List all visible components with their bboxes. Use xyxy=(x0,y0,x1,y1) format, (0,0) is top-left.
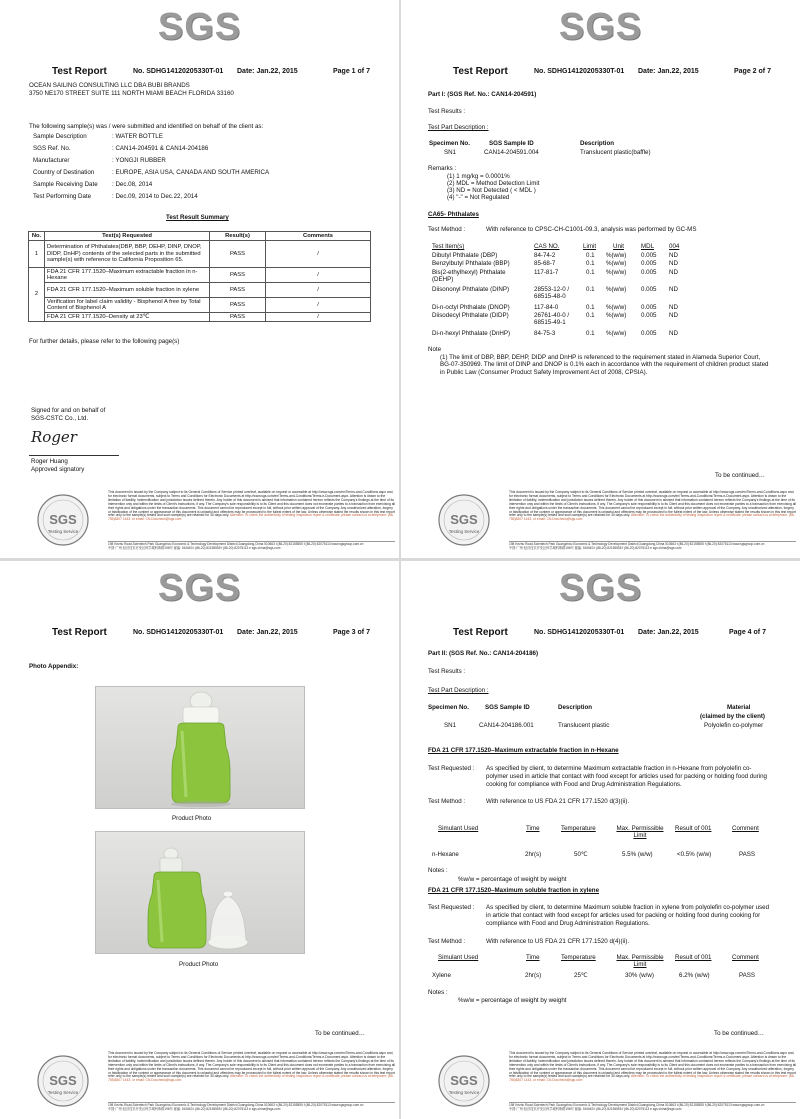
page-number: Page 2 of 7 xyxy=(734,68,771,75)
col-header: Specimen No. xyxy=(429,140,470,147)
col-header: Limit xyxy=(583,243,597,250)
remark-item: (4) "-" = Not Regulated xyxy=(447,194,510,201)
field-value: : EUROPE, ASIA USA, CANADA AND SOUTH AMERICA xyxy=(112,169,270,176)
table-row: 2 FDA 21 CFR 177.1520–Maximum extractable fraction in n-Hexane PASS / xyxy=(29,268,371,283)
report-number: No. SDHG14120205330T-01 xyxy=(133,629,224,636)
section-title: FDA 21 CFR 177.1520–Maximum soluble fraction in xylene xyxy=(428,887,600,894)
field-label: Test Performing Date xyxy=(33,193,92,200)
signatory-title: Approved signatory xyxy=(31,466,85,473)
photo-caption: Product Photo xyxy=(179,961,219,968)
test-part-desc: Test Part Description : xyxy=(428,687,489,694)
badge-logo: SGS xyxy=(450,1073,478,1088)
col-header: Test Item(s) xyxy=(432,243,465,250)
sgs-logo: SGS xyxy=(157,6,242,48)
remark-item: (3) ND = Not Detected ( < MDL ) xyxy=(447,187,536,194)
sgs-badge xyxy=(429,491,499,553)
field-value: : CAN14-204591 & CAN14-204186 xyxy=(112,145,209,152)
footer-address-cn: 中国·广州·经济技术开发区科学城科珠路198号 邮编: 510663 t (86-20) 82155555 f (86-20) 82075113 e sgs.china@sgs.com xyxy=(108,546,281,550)
col-header: Material xyxy=(727,704,751,711)
col-header: Specimen No. xyxy=(428,704,469,711)
material: Polyolefin co-polymer xyxy=(704,722,764,729)
col-header: Comments xyxy=(266,232,371,241)
photo-appendix-title: Photo Appendix: xyxy=(29,663,79,670)
report-title: Test Report xyxy=(453,66,508,77)
col-header: No. xyxy=(29,232,45,241)
footer-address: 198 Kezhu Road,Scientech Park Guangzhou Economic & Technology Development District,Guangdong,China 510663 t (86-20) 82155555 f (86-20) 82075113 www.sgsgroup.com.cn xyxy=(509,542,765,546)
col-header: Result(s) xyxy=(210,232,266,241)
col-header-sub: (claimed by the client) xyxy=(700,713,765,720)
field-value: : Dec.08, 2014 xyxy=(112,181,153,188)
remarks-label: Remarks : xyxy=(428,165,457,172)
signatory-name: Roger Huang xyxy=(31,458,68,465)
section-title: FDA 21 CFR 177.1520–Maximum extractable fraction in n-Hexane xyxy=(428,747,619,754)
col-header: MDL xyxy=(641,243,655,250)
signature-line xyxy=(29,455,119,456)
signed-for: Signed for and on behalf of xyxy=(31,407,106,414)
summary-title: Test Result Summary xyxy=(166,214,229,221)
field-label: Manufacturer xyxy=(33,157,70,164)
sgs-logo: SGS xyxy=(558,567,643,609)
sgs-badge xyxy=(28,491,98,553)
page-1 xyxy=(0,0,399,558)
remark-item: (1) 1 mg/kg = 0.0001% xyxy=(447,173,510,180)
footer-address: 198 Kezhu Road,Scientech Park Guangzhou Economic & Technology Development District,Guangdong,China 510663 t (86-20) 82155555 f (86-20) 82075113 www.sgsgroup.com.cn xyxy=(108,1103,364,1107)
page-3 xyxy=(0,561,399,1119)
remark-item: (2) MDL = Method Detection Limit xyxy=(447,180,540,187)
specimen-no: SN1 xyxy=(444,149,457,156)
footer-address-cn: 中国·广州·经济技术开发区科学城科珠路198号 邮编: 510663 t (86-20) 82155555 f (86-20) 82075113 e sgs.china@sgs.com xyxy=(108,1107,281,1111)
badge-logo: SGS xyxy=(49,1073,77,1088)
field-label: Sample Receiving Date xyxy=(33,181,98,188)
report-date: Date: Jan.22, 2015 xyxy=(237,68,298,75)
description: Translucent plastic(baffle) xyxy=(580,149,651,156)
field-value: : Dec.09, 2014 to Dec.22, 2014 xyxy=(112,193,198,200)
section-title: CA65- Phthalates xyxy=(428,211,479,218)
further-details: For further details, please refer to the following page(s) xyxy=(29,338,180,345)
field-value: : WATER BOTTLE xyxy=(112,133,163,140)
sgs-badge xyxy=(429,1052,499,1114)
badge-sub: Testing Service xyxy=(47,1090,79,1095)
client-address: 3750 NE170 STREET SUITE 111 NORTH MIAMI BEACH FLORIDA 33160 xyxy=(29,90,234,97)
requested-text: As specified by client, to determine Maximum soluble fraction in xylene from polyolefin co-polymer used in article that contact with food except for articles used for packing or holding food during cooking for compliance with Food and Drug Administration Regulations. xyxy=(486,904,770,927)
table-row: 1 Determination of Phthalates(DBP, BBP, DEHP, DINP, DNOP, DIDP, DnHP) contents of the selected parts in the submitted sample(s) with reference to California Proposition 65. PASS / xyxy=(29,241,371,268)
description: Translucent plastic xyxy=(558,722,610,729)
product-photo-1 xyxy=(95,686,305,809)
badge-sub: Testing Service xyxy=(448,529,480,534)
table-row: Verification for label claim validity - Bisphenol A free by Total Content of Bisphenol A PASS / xyxy=(29,298,371,313)
footer-address: 198 Kezhu Road,Scientech Park Guangzhou Economic & Technology Development District,Guangdong,China 510663 t (86-20) 82155555 f (86-20) 82075113 www.sgsgroup.com.cn xyxy=(108,542,364,546)
field-value: : YONGJI RUBBER xyxy=(112,157,166,164)
test-results-label: Test Results : xyxy=(428,108,466,115)
col-header: Unit xyxy=(613,243,625,250)
requested-text: As specified by client, to determine Maximum extractable fraction in n-Hexane from polyolefin co-polymer used in article that contact with food except for articles used for packing or holding food during cooking for compliance with Food and Drug Administration Regulations. xyxy=(486,765,767,788)
note-text: (1) The limit of DBP, BBP, DEHP, DIDP and DnHP is referenced to the requirement stated in Alameda Superior Court, BG-07-350969. The limit of DINP and DNOP is 0.1% each in accordance with the requirement of children product stated in Public Law (Consumer Product Safety Improvement Act of 2008, CPSIA). xyxy=(440,354,769,376)
footer-disclaimer: This document is issued by the Company subject to its General Conditions of Service printed overleaf, available on request or accessible at http://www.sgs.com/en/Terms-and-Conditions.aspx and, for electronic format documents, subject to Terms and Conditions for Electronic Documents at http://www.sgs.com/en/Terms-and-Conditions/Terms-e-Document.aspx. Attention is drawn to the limitation of liability, indemnification and jurisdiction issues defined therein. Any holder of this document is advised that information contained hereon reflects the Company's findings at the time of its intervention only and within the limits of Client's instructions, if any. The Company's sole responsibility is to its Client and this document does not exonerate parties to a transaction from exercising all their rights and obligations under the transaction documents. This document cannot be reproduced except in full, without prior written approval of the Company. Any unauthorized alteration, forgery or falsification of the content or appearance of this document is unlawful and offenders may be prosecuted to the fullest extent of the law. Unless otherwise stated the results shown in this test report refer only to the sample(s) tested and such sample(s) are retained for 30 days only. Attention: To check the authenticity of testing /inspection report & certificate, please contact us at telephone: (86-755)8307 1443, or email: CN.Doccheck@sgs.com xyxy=(108,1051,396,1083)
report-number: No. SDHG14120205330T-01 xyxy=(133,68,224,75)
report-title: Test Report xyxy=(52,66,107,77)
field-label: Country of Destination xyxy=(33,169,95,176)
report-date: Date: Jan.22, 2015 xyxy=(638,68,699,75)
client-name: OCEAN SAILING CONSULTING LLC DBA BUBI BRANDS xyxy=(29,82,190,89)
footer-address-cn: 中国·广州·经济技术开发区科学城科珠路198号 邮编: 510663 t (86-20) 82155555 f (86-20) 82075113 e sgs.china@sgs.com xyxy=(509,1107,682,1111)
badge-logo: SGS xyxy=(49,512,77,527)
page-number: Page 3 of 7 xyxy=(333,629,370,636)
col-header: CAS NO. xyxy=(534,243,560,250)
method-text: With reference to US FDA 21 CFR 177.1520 d(3)(ii). xyxy=(486,798,630,805)
report-number: No. SDHG14120205330T-01 xyxy=(534,68,625,75)
notes-label: Notes : xyxy=(428,867,448,874)
footer-address: 198 Kezhu Road,Scientech Park Guangzhou Economic & Technology Development District,Guangdong,China 510663 t (86-20) 82155555 f (86-20) 82075113 www.sgsgroup.com.cn xyxy=(509,1103,765,1107)
badge-logo: SGS xyxy=(450,512,478,527)
col-header: Description xyxy=(580,140,615,147)
summary-table xyxy=(28,231,371,322)
page-2: SGS Test Report No. SDHG14120205330T-01 Date: Jan.22, 2015 Page 2 of 7 Part I: (SGS Ref. No.: CAN14-204591) Test Results : Test Part Description : Specimen No. SGS Sample ID Description SN1 CAN14-204591.004 Translucent plastic(baffle) Remarks : (1) 1 mg/kg = 0.0001% (2) MDL = Method Detection Limit (3) ND = Not Detected ( < MDL ) (4) "-" = Not Regulated CA65- Phthalates Test Method : With reference to CPSC-CH-C1001-09.3, analysis was performed by GC-MS Test Item(s) CAS NO. Limit Unit MDL 004 Dibutyl Phthalate (DBP) 84-74-2 0.1 %(w/w) 0.005 ND Benzylbutyl Phthalate (BBP) 85-68-7 0.1 %(w/w) 0.005 ND Bis(2-ethylhexyl) Phthalate (DEHP) 117-81-7 0.1 %(w/w) 0.005 ND Diisononyl Phthalate (DINP) 28553-12-0 / 68515-48-0 0.1 %(w/w) 0.005 ND Di-n-octyl Phthalate (DNOP) 117-84-0 0.1 %(w/w) 0.005 ND Diisodecyl Phthalate (DIDP) 26761-40-0 / 68515-49-1 0.1 %(w/w) 0.005 ND Di-n-hexyl Phthalate (DnHP) 84-75-3 0.1 %(w/w) 0.005 ND Note (1) The limit of DBP, BBP, DEHP, DIDP and DnHP is referenced to the requirement stated in Alameda Superior Court, BG-07-350969. The limit of DINP and DNOP is 0.1% each in accordance with the requirement of children product stated in Public Law (Consumer Product Safety Improvement Act of 2008, CPSIA). To be continued… SGS Testing Service This document is issued by the Company subject to its General Conditions of Service printed overleaf, available on request or accessible at http://www.sgs.com/en/Terms-and-Conditions.aspx and, for electronic format documents, subject to Terms and Conditions for Electronic Documents at http://www.sgs.com/en/Terms-and-Conditions/Terms-e-Document.aspx. Attention is drawn to the limitation of liability, indemnification and jurisdiction issues defined therein. Any holder of this document is advised that information contained hereon reflects the Company's findings at the time of its intervention only and within the limits of Client's instructions, if any. The Company's sole responsibility is to its Client and this document does not exonerate parties to a transaction from exercising all their rights and obligations under the transaction documents. This document cannot be reproduced except in full, without prior written approval of the Company. Any unauthorized alteration, forgery or falsification of the content or appearance of this document is unlawful and offenders may be prosecuted to the fullest extent of the law. Unless otherwise stated the results shown in this test report refer only to the sample(s) tested and such sample(s) are retained for 30 days only. Attention: To check the authenticity of testing /inspection report & certificate, please contact us at telephone: (86-755)8307 1443, or email: CN.Doccheck@sgs.com 198 Kezhu Road,Scientech Park Guangzhou Economic & Technology Development District,Guangdong,China 510663 t (86-20) 82155555 f (86-20) 82075113 www.sgsgroup.com.cn 中国·广州·经济技术开发区科学城科珠路198号 邮编: 510663 t (86-20) 82155555 f (86-20) 82075113 e sgs.china@sgs.com xyxy=(401,0,800,558)
report-date: Date: Jan.22, 2015 xyxy=(638,629,699,636)
photo-caption: Product Photo xyxy=(172,815,212,822)
table-row: FDA 21 CFR 177.1520–Density at 23℃ PASS / xyxy=(29,313,371,322)
specimen-no: SN1 xyxy=(444,722,457,729)
col-header: SGS Sample ID xyxy=(485,704,530,711)
page-header xyxy=(401,68,800,82)
note-label: Note xyxy=(428,346,442,353)
sgs-badge xyxy=(28,1052,98,1114)
page-header xyxy=(0,629,399,643)
notes-text: %w/w = percentage of weight by weight xyxy=(458,876,567,883)
part-title: Part I: (SGS Ref. No.: CAN14-204591) xyxy=(428,91,537,98)
report-number: No. SDHG14120205330T-01 xyxy=(534,629,625,636)
page-header xyxy=(401,629,800,643)
field-label: SGS Ref. No. xyxy=(33,145,71,152)
report-title: Test Report xyxy=(453,627,508,638)
badge-sub: Testing Service xyxy=(47,529,79,534)
page-4: SGS Test Report No. SDHG14120205330T-01 Date: Jan.22, 2015 Page 4 of 7 Part II: (SGS Ref. No.: CAN14-204186) Test Results : Test Part Description : Specimen No. SGS Sample ID Description Material (claimed by the client) SN1 CAN14-204186.001 Translucent plastic Polyolefin co-polymer FDA 21 CFR 177.1520–Maximum extractable fraction in n-Hexane Test Requested : As specified by client, to determine Maximum extractable fraction in n-Hexane from polyolefin co-polymer used in article that contact with food except for articles used for packing or holding food during cooking for compliance with Food and Drug Administration Regulations. Test Method : With reference to US FDA 21 CFR 177.1520 d(3)(ii). Simulant Used Time Temperature Max. Permissible Limit Result of 001 Comment n-Hexane 2hr(s) 50℃ 5.5% (w/w) <0.5% (w/w) PASS Notes : %w/w = percentage of weight by weight FDA 21 CFR 177.1520–Maximum soluble fraction in xylene Test Requested : As specified by client, to determine Maximum soluble fraction in xylene from polyolefin co-polymer used in article that contact with food except for articles used for packing or holding food during cooking for compliance with Food and Drug Administration Regulations. Test Method : With reference to US FDA 21 CFR 177.1520 d(4)(ii). Simulant Used Time Temperature Max. Permissible Limit Result of 001 Comment Xylene 2hr(s) 25℃ 30% (w/w) 6.2% (w/w) PASS Notes : %w/w = percentage of weight by weight To be continued… SGS Testing Service This document is issued by the Company subject to its General Conditions of Service printed overleaf, available on request or accessible at http://www.sgs.com/en/Terms-and-Conditions.aspx and, for electronic format documents, subject to Terms and Conditions for Electronic Documents at http://www.sgs.com/en/Terms-and-Conditions/Terms-e-Document.aspx. Attention is drawn to the limitation of liability, indemnification and jurisdiction issues defined therein. Any holder of this document is advised that information contained hereon reflects the Company's findings at the time of its intervention only and within the limits of Client's instructions, if any. The Company's sole responsibility is to its Client and this document does not exonerate parties to a transaction from exercising all their rights and obligations under the transaction documents. This document cannot be reproduced except in full, without prior written approval of the Company. Any unauthorized alteration, forgery or falsification of the content or appearance of this document is unlawful and offenders may be prosecuted to the fullest extent of the law. Unless otherwise stated the results shown in this test report refer only to the sample(s) tested and such sample(s) are retained for 30 days only. Attention: To check the authenticity of testing /inspection report & certificate, please contact us at telephone: (86-755)8307 1443, or email: CN.Doccheck@sgs.com 198 Kezhu Road,Scientech Park Guangzhou Economic & Technology Development District,Guangdong,China 510663 t (86-20) 82155555 f (86-20) 82075113 www.sgsgroup.com.cn 中国·广州·经济技术开发区科学城科珠路198号 邮编: 510663 t (86-20) 82155555 f (86-20) 82075113 e sgs.china@sgs.com xyxy=(401,561,800,1119)
notes-label: Notes : xyxy=(428,989,448,996)
signature: Roger xyxy=(31,428,77,446)
to-be-continued: To be continued… xyxy=(714,1030,764,1037)
report-date: Date: Jan.22, 2015 xyxy=(237,629,298,636)
company-name: SGS-CSTC Co., Ltd. xyxy=(31,415,89,422)
col-header: Test(s) Requested xyxy=(45,232,210,241)
method-label: Test Method : xyxy=(428,798,466,805)
badge-sub: Testing Service xyxy=(448,1090,480,1095)
footer-disclaimer: This document is issued by the Company subject to its General Conditions of Service printed overleaf, available on request or accessible at http://www.sgs.com/en/Terms-and-Conditions.aspx and, for electronic format documents, subject to Terms and Conditions for Electronic Documents at http://www.sgs.com/en/Terms-and-Conditions/Terms-e-Document.aspx. Attention is drawn to the limitation of liability, indemnification and jurisdiction issues defined therein. Any holder of this document is advised that information contained hereon reflects the Company's findings at the time of its intervention only and within the limits of Client's instructions, if any. The Company's sole responsibility is to its Client and this document does not exonerate parties to a transaction from exercising all their rights and obligations under the transaction documents. This document cannot be reproduced except in full, without prior written approval of the Company. Any unauthorized alteration, forgery or falsification of the content or appearance of this document is unlawful and offenders may be prosecuted to the fullest extent of the law. Unless otherwise stated the results shown in this test report refer only to the sample(s) tested and such sample(s) are retained for 30 days only. Attention: To check the authenticity of testing /inspection report & certificate, please contact us at telephone: (86-755)8307 1443, or email: CN.Doccheck@sgs.com xyxy=(509,1051,797,1083)
col-header: Description xyxy=(558,704,593,711)
notes-text: %w/w = percentage of weight by weight xyxy=(458,997,567,1004)
test-results-label: Test Results : xyxy=(428,668,466,675)
page-number: Page 4 of 7 xyxy=(729,629,766,636)
report-title: Test Report xyxy=(52,627,107,638)
field-label: Sample Description xyxy=(33,133,87,140)
method-label: Test Method : xyxy=(428,938,466,945)
footer-address-cn: 中国·广州·经济技术开发区科学城科珠路198号 邮编: 510663 t (86-20) 82155555 f (86-20) 82075113 e sgs.china@sgs.com xyxy=(509,546,682,550)
col-header: SGS Sample ID xyxy=(489,140,534,147)
requested-label: Test Requested : xyxy=(428,904,475,911)
product-photo-2 xyxy=(95,831,305,954)
footer-disclaimer: This document is issued by the Company subject to its General Conditions of Service printed overleaf, available on request or accessible at http://www.sgs.com/en/Terms-and-Conditions.aspx and, for electronic format documents, subject to Terms and Conditions for Electronic Documents at http://www.sgs.com/en/Terms-and-Conditions/Terms-e-Document.aspx. Attention is drawn to the limitation of liability, indemnification and jurisdiction issues defined therein. Any holder of this document is advised that information contained hereon reflects the Company's findings at the time of its intervention only and within the limits of Client's instructions, if any. The Company's sole responsibility is to its Client and this document does not exonerate parties to a transaction from exercising all their rights and obligations under the transaction documents. This document cannot be reproduced except in full, without prior written approval of the Company. Any unauthorized alteration, forgery or falsification of the content or appearance of this document is unlawful and offenders may be prosecuted to the fullest extent of the law. Unless otherwise stated the results shown in this test report refer only to the sample(s) tested and such sample(s) are retained for 30 days only. Attention: To check the authenticity of testing /inspection report & certificate, please contact us at telephone: (86-755)8307 1443, or email: CN.Doccheck@sgs.com xyxy=(108,490,396,522)
footer-disclaimer: This document is issued by the Company subject to its General Conditions of Service printed overleaf, available on request or accessible at http://www.sgs.com/en/Terms-and-Conditions.aspx and, for electronic format documents, subject to Terms and Conditions for Electronic Documents at http://www.sgs.com/en/Terms-and-Conditions/Terms-e-Document.aspx. Attention is drawn to the limitation of liability, indemnification and jurisdiction issues defined therein. Any holder of this document is advised that information contained hereon reflects the Company's findings at the time of its intervention only and within the limits of Client's instructions, if any. The Company's sole responsibility is to its Client and this document does not exonerate parties to a transaction from exercising all their rights and obligations under the transaction documents. This document cannot be reproduced except in full, without prior written approval of the Company. Any unauthorized alteration, forgery or falsification of the content or appearance of this document is unlawful and offenders may be prosecuted to the fullest extent of the law. Unless otherwise stated the results shown in this test report refer only to the sample(s) tested and such sample(s) are retained for 30 days only. Attention: To check the authenticity of testing /inspection report & certificate, please contact us at telephone: (86-755)8307 1443, or email: CN.Doccheck@sgs.com xyxy=(509,490,797,522)
sample-id: CAN14-204186.001 xyxy=(479,722,534,729)
method-label: Test Method : xyxy=(428,226,466,233)
to-be-continued: To be continued… xyxy=(315,1030,365,1037)
method-text: With reference to CPSC-CH-C1001-09.3, analysis was performed by GC-MS xyxy=(486,226,697,233)
page-header xyxy=(0,68,399,82)
sgs-logo: SGS xyxy=(157,567,242,609)
to-be-continued: To be continued… xyxy=(715,472,765,479)
test-part-desc: Test Part Description : xyxy=(428,124,489,131)
sgs-logo: SGS xyxy=(558,6,643,48)
method-text: With reference to US FDA 21 CFR 177.1520 d(4)(ii). xyxy=(486,938,630,945)
requested-label: Test Requested : xyxy=(428,765,475,772)
col-header: 004 xyxy=(669,243,680,250)
sample-id: CAN14-204591.004 xyxy=(484,149,539,156)
page-number: Page 1 of 7 xyxy=(333,68,370,75)
table-row: FDA 21 CFR 177.1520–Maximum soluble fraction in xylene PASS / xyxy=(29,283,371,298)
part-title: Part II: (SGS Ref. No.: CAN14-204186) xyxy=(428,650,539,657)
intro-text: The following sample(s) was / were submitted and identified on behalf of the client as: xyxy=(29,123,264,130)
